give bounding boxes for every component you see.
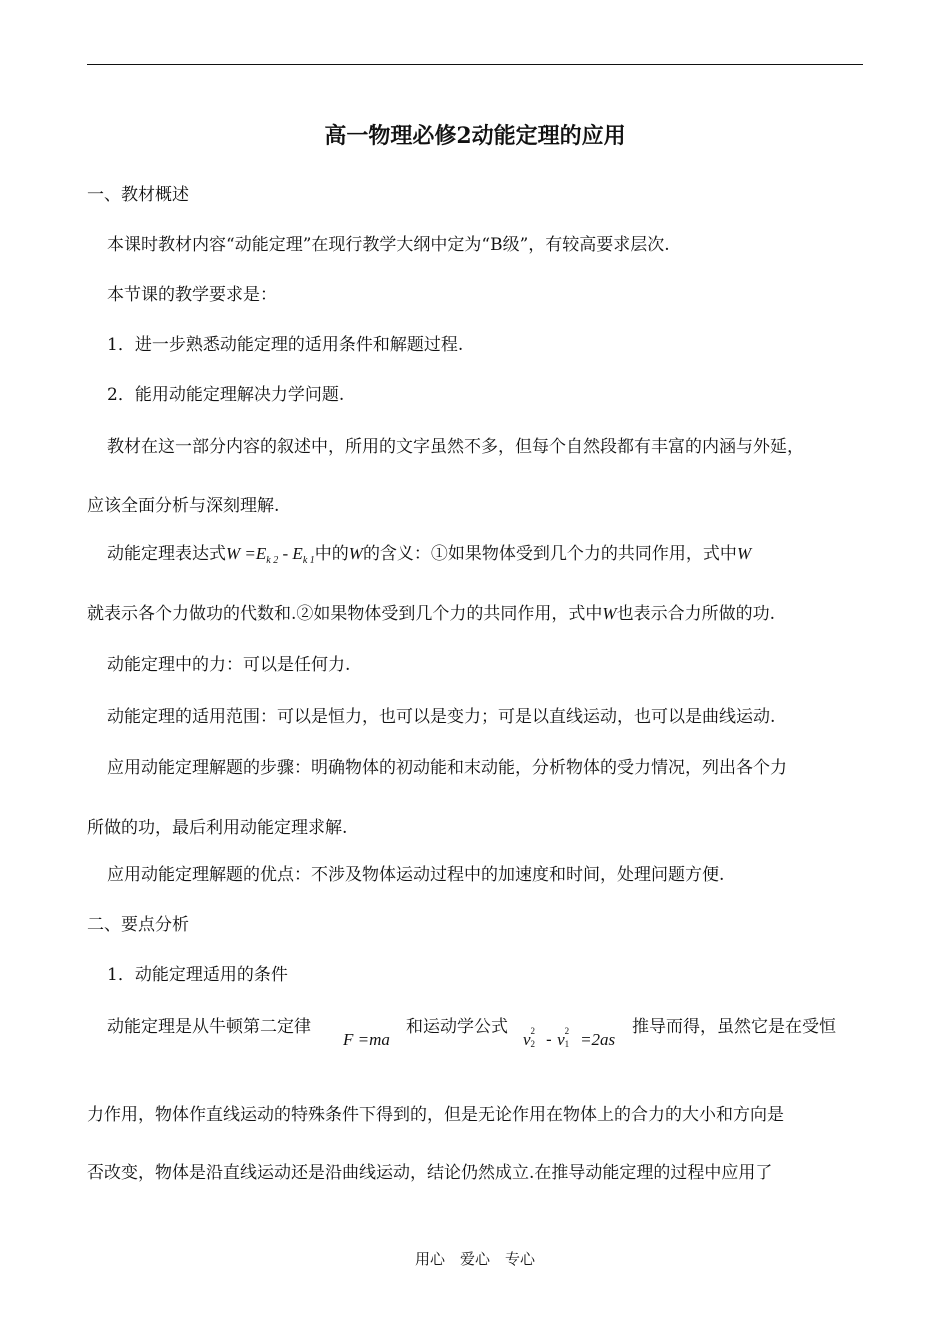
- paragraph-4-line-2: [87, 603, 775, 625]
- paragraph-8: 应用动能定理解题的优点：不涉及物体运动过程中的加速度和时间，处理问题方便.: [107, 865, 725, 885]
- text: 就表示各个力做功的代数和.②如果物体受到几个力的共同作用，式中: [87, 604, 603, 624]
- symbol-w: W: [736, 544, 752, 563]
- text: 动能定理表达式: [107, 544, 226, 564]
- text: 中的: [314, 544, 349, 564]
- paragraph-7-line-2: 所做的功，最后利用动能定理求解.: [87, 818, 348, 838]
- page-title: 高一物理必修2动能定理的应用: [324, 123, 626, 149]
- section-heading-1: 一、教材概述: [87, 185, 189, 205]
- header-rule: [87, 64, 863, 65]
- paragraph-1: 本课时教材内容“动能定理”在现行教学大纲中定为“B级”，有较高要求层次.: [107, 235, 670, 255]
- text: 也表示合力所做的功.: [616, 604, 775, 624]
- formula-kinematics: v 2 2 - v 2 1 =2as: [523, 1026, 616, 1050]
- paragraph-4-line-1: [107, 543, 751, 572]
- section-heading-2: 二、要点分析: [87, 915, 189, 935]
- paragraph-9-line-3: 否改变，物体是沿直线运动还是沿曲线运动，结论仍然成立.在推导动能定理的过程中应用了: [87, 1163, 773, 1183]
- paragraph-6: 动能定理的适用范围：可以是恒力，也可以是变力；可是以直线运动，也可以是曲线运动.: [107, 707, 776, 727]
- page-footer: 用心 爱心 专心: [414, 1250, 535, 1268]
- paragraph-9-line-1-c: 推导而得，虽然它是在受恒: [632, 1017, 836, 1037]
- list-item-2: 2．能用动能定理解决力学问题.: [107, 385, 345, 405]
- symbol-w: W: [348, 544, 363, 563]
- text: 的含义：①如果物体受到几个力的共同作用，式中: [362, 544, 737, 564]
- paragraph-9-line-1-a: 动能定理是从牛顿第二定律: [107, 1017, 311, 1037]
- paragraph-7-line-1: 应用动能定理解题的步骤：明确物体的初动能和末动能，分析物体的受力情况，列出各个力: [107, 758, 787, 778]
- paragraph-2: 本节课的教学要求是：: [107, 285, 277, 305]
- symbol-w: W: [602, 604, 617, 623]
- subsection-1: 1．动能定理适用的条件: [107, 965, 288, 985]
- paragraph-9-line-1-b: 和运动学公式: [406, 1017, 508, 1037]
- list-item-1: 1．进一步熟悉动能定理的适用条件和解题过程.: [107, 335, 464, 355]
- paragraph-3-line-2: 应该全面分析与深刻理解.: [87, 496, 280, 516]
- paragraph-5: 动能定理中的力：可以是任何力.: [107, 655, 351, 675]
- formula-work: $W =E_{k 2} - E_{k 1}$: [226, 544, 315, 566]
- paragraph-3-line-1: 教材在这一部分内容的叙述中，所用的文字虽然不多，但每个自然段都有丰富的内涵与外延，: [107, 437, 804, 457]
- paragraph-9-line-2: 力作用，物体作直线运动的特殊条件下得到的，但是无论作用在物体上的合力的大小和方向是: [87, 1105, 784, 1125]
- formula-newton: F =ma: [343, 1030, 390, 1049]
